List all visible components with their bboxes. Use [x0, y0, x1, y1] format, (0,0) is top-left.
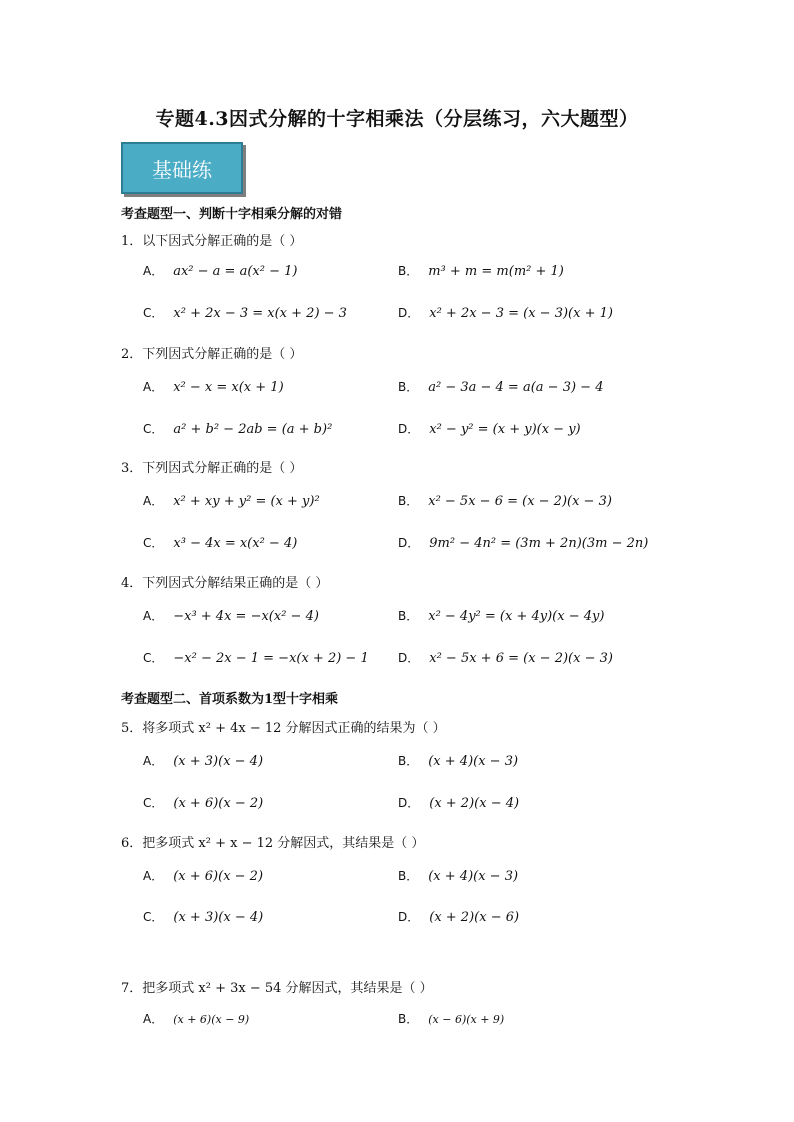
- option-text: (x + 6)(x − 2): [173, 869, 264, 884]
- option-text: m³ + m = m(m² + 1): [428, 264, 564, 279]
- question-5-option-c[interactable]: C． (x + 6)(x − 2): [143, 796, 264, 811]
- option-text: (x + 3)(x − 4): [173, 754, 264, 769]
- option-text: 9m² − 4n² = (3m + 2n)(3m − 2n): [429, 536, 649, 551]
- option-text: x² − 5x − 6 = (x − 2)(x − 3): [428, 494, 612, 509]
- option-text: x² − y² = (x + y)(x − y): [429, 422, 581, 437]
- option-text: x² + xy + y² = (x + y)²: [173, 494, 320, 509]
- question-4-option-d[interactable]: D． x² − 5x + 6 = (x − 2)(x − 3): [398, 651, 613, 666]
- question-6-stem: 6．把多项式 x² + x − 12 分解因式，其结果是（ ）: [121, 836, 425, 851]
- question-3-stem: 3．下列因式分解正确的是（ ）: [121, 461, 303, 476]
- option-text: x³ − 4x = x(x² − 4): [173, 536, 298, 551]
- question-3-option-d[interactable]: D． 9m² − 4n² = (3m + 2n)(3m − 2n): [398, 536, 649, 551]
- question-2-option-c[interactable]: C． a² + b² − 2ab = (a + b)²: [143, 422, 333, 437]
- question-6-option-a[interactable]: A． (x + 6)(x − 2): [143, 869, 264, 884]
- option-text: x² − x = x(x + 1): [173, 380, 284, 395]
- option-text: (x + 4)(x − 3): [428, 869, 519, 884]
- option-text: a² + b² − 2ab = (a + b)²: [173, 422, 333, 437]
- question-4-option-c[interactable]: C． −x² − 2x − 1 = −x(x + 2) − 1: [143, 651, 369, 666]
- question-5-option-b[interactable]: B． (x + 4)(x − 3): [398, 754, 519, 769]
- question-1-stem: 1．以下因式分解正确的是（ ）: [121, 234, 303, 249]
- page-title: 专题4.3因式分解的十字相乘法（分层练习，六大题型）: [155, 108, 639, 130]
- option-text: x² + 2x − 3 = (x − 3)(x + 1): [429, 306, 613, 321]
- question-2-option-b[interactable]: B． a² − 3a − 4 = a(a − 3) − 4: [398, 380, 604, 395]
- question-1-option-b[interactable]: B． m³ + m = m(m² + 1): [398, 264, 564, 279]
- question-4-stem: 4．下列因式分解结果正确的是（ ）: [121, 576, 329, 591]
- question-1-option-a[interactable]: A． ax² − a = a(x² − 1): [143, 264, 298, 279]
- question-6-option-d[interactable]: D． (x + 2)(x − 6): [398, 910, 520, 925]
- question-2-stem: 2．下列因式分解正确的是（ ）: [121, 347, 303, 362]
- option-text: (x + 6)(x − 2): [173, 796, 264, 811]
- option-text: x² − 5x + 6 = (x − 2)(x − 3): [429, 651, 613, 666]
- question-3-option-b[interactable]: B． x² − 5x − 6 = (x − 2)(x − 3): [398, 494, 612, 509]
- question-3-option-c[interactable]: C． x³ − 4x = x(x² − 4): [143, 536, 298, 551]
- option-text: −x³ + 4x = −x(x² − 4): [173, 609, 319, 624]
- section-heading-2: 考查题型二、首项系数为1型十字相乘: [121, 692, 339, 707]
- option-text: (x + 2)(x − 6): [429, 910, 520, 925]
- question-6-option-c[interactable]: C． (x + 3)(x − 4): [143, 910, 264, 925]
- option-text: (x + 2)(x − 4): [429, 796, 520, 811]
- level-badge: 基础练: [121, 142, 243, 194]
- question-4-option-b[interactable]: B． x² − 4y² = (x + 4y)(x − 4y): [398, 609, 605, 624]
- question-2-option-a[interactable]: A． x² − x = x(x + 1): [143, 380, 284, 395]
- question-6-option-b[interactable]: B． (x + 4)(x − 3): [398, 869, 519, 884]
- option-text: −x² − 2x − 1 = −x(x + 2) − 1: [173, 651, 369, 666]
- question-2-option-d[interactable]: D． x² − y² = (x + y)(x − y): [398, 422, 581, 437]
- option-text: x² + 2x − 3 = x(x + 2) − 3: [173, 306, 347, 321]
- question-1-option-d[interactable]: D． x² + 2x − 3 = (x − 3)(x + 1): [398, 306, 613, 321]
- section-heading-1: 考查题型一、判断十字相乘分解的对错: [121, 207, 343, 222]
- option-text: x² − 4y² = (x + 4y)(x − 4y): [428, 609, 605, 624]
- question-4-option-a[interactable]: A． −x³ + 4x = −x(x² − 4): [143, 609, 319, 624]
- question-7-stem: 7．把多项式 x² + 3x − 54 分解因式，其结果是（ ）: [121, 981, 433, 996]
- option-text: ax² − a = a(x² − 1): [173, 264, 298, 279]
- option-text: a² − 3a − 4 = a(a − 3) − 4: [428, 380, 604, 395]
- question-1-option-c[interactable]: C． x² + 2x − 3 = x(x + 2) − 3: [143, 306, 347, 321]
- question-5-option-a[interactable]: A． (x + 3)(x − 4): [143, 754, 264, 769]
- question-3-option-a[interactable]: A． x² + xy + y² = (x + y)²: [143, 494, 320, 509]
- question-5-option-d[interactable]: D． (x + 2)(x − 4): [398, 796, 520, 811]
- question-5-stem: 5．将多项式 x² + 4x − 12 分解因式正确的结果为（ ）: [121, 721, 446, 736]
- option-text: (x + 6)(x − 9): [173, 1013, 250, 1026]
- option-text: (x + 4)(x − 3): [428, 754, 519, 769]
- question-7-option-b[interactable]: B． (x − 6)(x + 9): [398, 1012, 505, 1026]
- question-7-option-a[interactable]: A． (x + 6)(x − 9): [143, 1012, 250, 1026]
- option-text: (x + 3)(x − 4): [173, 910, 264, 925]
- option-text: (x − 6)(x + 9): [428, 1013, 505, 1026]
